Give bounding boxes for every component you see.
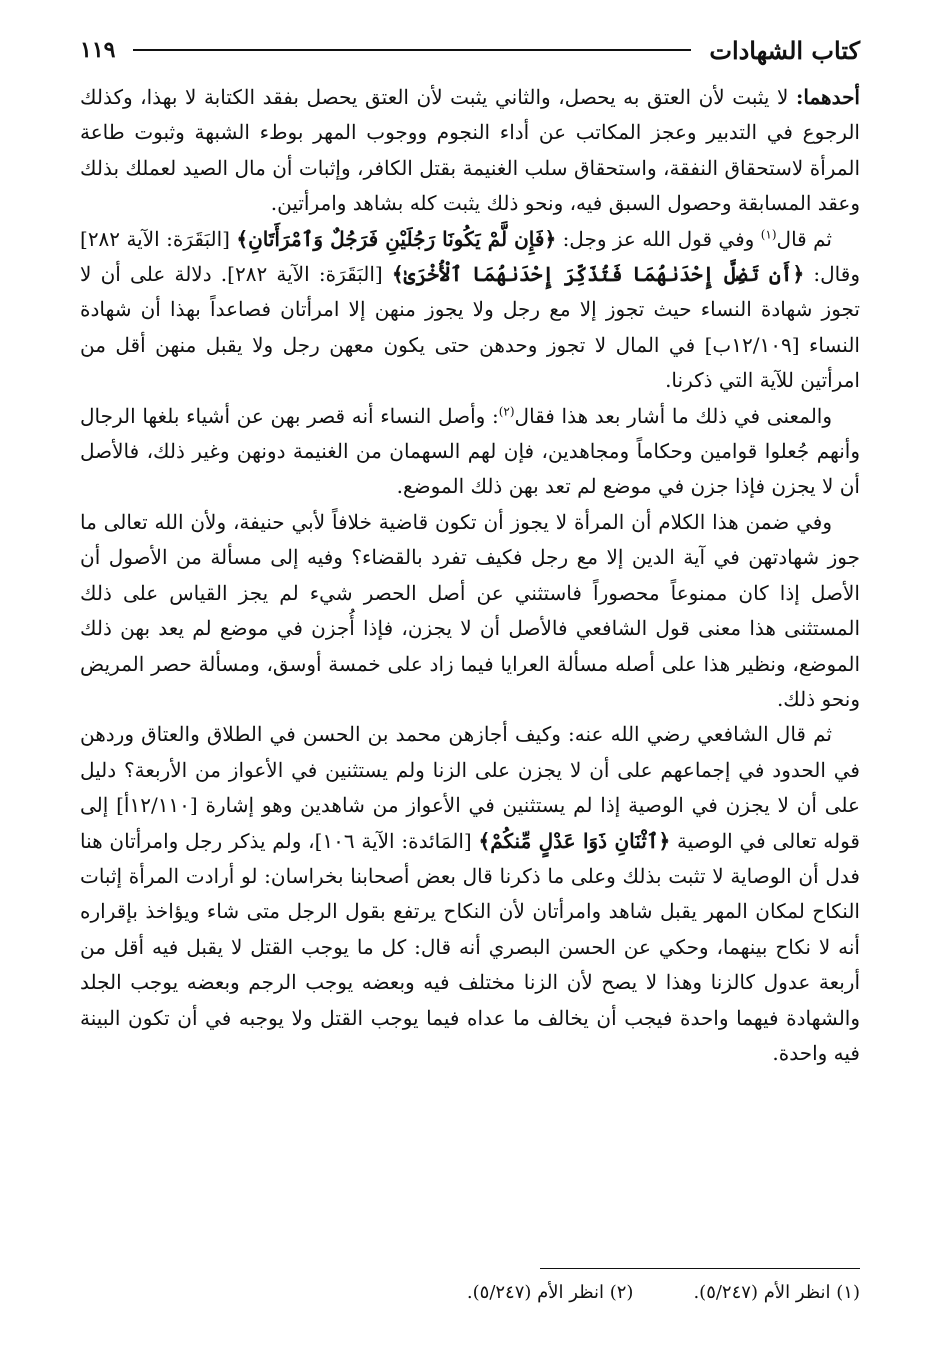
- paragraph-1: [80, 80, 860, 222]
- paragraph-2-text-b: وفي قول الله عز وجل:: [556, 226, 761, 251]
- paragraph-1-text: لا يثبت لأن العتق به يحصل، والثاني يثبت لأن العتق يحصل بفقد الكتابة لا بهذا، وكذلك الرجوع في التدبير وعجز المكاتب عن أداء النجوم ووجوب المهر بوطء الشبهة وثبوت طاعة المرأة لاستحقاق النفقة، واستحقاق سلب الغنيمة بقتل الكافر، وإثبات أن مال الصيد لعملك بذلك وعقد المسابقة وحصول السبق فيه، ونحو ذلك يثبت كله بشاهد وامرأتين.: [80, 85, 861, 216]
- quran-verse-1: ﴿فَإِن لَّمْ يَكُونَا رَجُلَيْنِ فَرَجُلٌ وَٱمْرَأَتَانِ﴾: [236, 226, 557, 251]
- footnote-1: (١) انظر الأم (٥/٢٤٧).: [693, 1282, 860, 1303]
- paragraph-2-text-c: [البَقَرَة: الآية ٢٨٢] وقال:: [80, 226, 860, 287]
- quran-verse-3: ﴿ٱثْنَانِ ذَوَا عَدْلٍ مِّنكُمْ﴾: [478, 828, 671, 853]
- footnote-marker-2: (٢): [498, 404, 515, 418]
- footnotes: [80, 1278, 860, 1308]
- paragraph-3-text-b: : وأصل النساء أنه قصر بهن عن أشياء بلغها الرجال وأنهم جُعلوا قوامين وحكاماً ومجاهدين، فإن لهم السهمان من الغنيمة دونهن وغير ذلك، فالأصل أن لا يجزن فإذا جزن في موضع لم تعد بهن ذلك الموضع.: [80, 403, 860, 499]
- main-text: [80, 80, 860, 1071]
- paragraph-2-text-d: [البَقَرَة: الآية ٢٨٢]. دلالة على أن لا تجوز شهادة النساء حيث تجوز إلا مع رجل ولا يجوز منهن إلا امرأتان فصاعداً بهذا أن شهادة النساء [١٢/١٠٩ب] في المال لا تجوز وحدهن حتى يكون معهن رجل ولا يقبل منهن أقل من امرأتين للآية التي ذكرنا.: [80, 262, 860, 393]
- paragraph-2: [80, 222, 860, 399]
- page-header: [80, 30, 860, 70]
- paragraph-3-text-a: والمعنى في ذلك ما أشار بعد هذا فقال: [514, 403, 832, 428]
- quran-verse-2: ﴿أَن تَضِلَّ إِحْدَىٰهُمَا فَتُذَكِّرَ إِحْدَىٰهُمَا ٱلْأُخْرَىٰ﴾: [391, 262, 805, 287]
- page-number: ١١٩: [80, 37, 116, 63]
- footnote-2: (٢) انظر الأم (٥/٢٤٧).: [466, 1282, 634, 1303]
- header-rule: [133, 49, 691, 51]
- paragraph-5-text-a: ثم قال الشافعي رضي الله عنه: وكيف أجازهن محمد بن الحسن في الطلاق والعتاق وردهن في الحدود في إجماعهم على أن لا يجزن على الزنا ولم يستثنين في الأعواز من الأربعة؟ دليل على أن لا يجزن في الوصية إذا لم يستثنين في الأعواز من شاهدين وهو إشارة [١٢/١١٠أ] إلى قوله تعالى في الوصية: [80, 722, 860, 853]
- lead-word: أحدهما:: [795, 85, 860, 109]
- book-title: كتاب الشهادات: [709, 35, 860, 65]
- paragraph-2-text-a: ثم قال: [776, 226, 833, 251]
- paragraph-3: [80, 399, 860, 505]
- book-page: [80, 30, 860, 1350]
- paragraph-5-text-b: [المَائدة: الآية ١٠٦]، ولم يذكر رجل وامرأتان هنا فدل أن الوصاية لا تثبت بذلك وعلى ما ذكرنا قال بعض أصحابنا بخراسان: لو أرادت المرأة إثبات النكاح لمكان المهر يقبل شاهد وامرأتان لأن النكاح يرتفع بقول الرجل متى شاء ويؤاخذ بإقراره أنه لا نكاح بينهما، وحكي عن الحسن البصري أنه قال: كل ما يوجب القتل لا يقبل فيه أقل من أربعة عدول كالزنا وهذا لا يصح لأن الزنا مختلف فيه وبعضه يوجب الرجم وبعضه يوجب الجلد والشهادة فيهما واحدة فيجب أن يخالف ما عداه فيما يوجب القتل ولا يوجبه في أن تكون البينة فيه واحدة.: [80, 828, 860, 1065]
- footnote-marker-1: (١): [760, 226, 777, 241]
- paragraph-5: [80, 717, 860, 1071]
- paragraph-4: وفي ضمن هذا الكلام أن المرأة لا يجوز أن تكون قاضية خلافاً لأبي حنيفة، ولأن الله تعالى ما جوز شهادتهن في آية الدين إلا مع رجل فكيف تفرد بالقضاء؟ وفيه إلى مسألة من الأصول أن الأصل إذا كان ممنوعاً محصوراً فاستثني عن أصل الحصر شيء لم يجز القياس على ذلك المستثنى هذا معنى قول الشافعي فالأصل أن لا يجزن، فإذا أُجزن في موضع لم يعد بهن ذلك الموضع، ونظير هذا على أصله مسألة العرايا فيما زاد على خمسة أوسق، ومسألة حصر المريض ونحو ذلك.: [80, 509, 860, 711]
- footnote-separator: [540, 1268, 860, 1269]
